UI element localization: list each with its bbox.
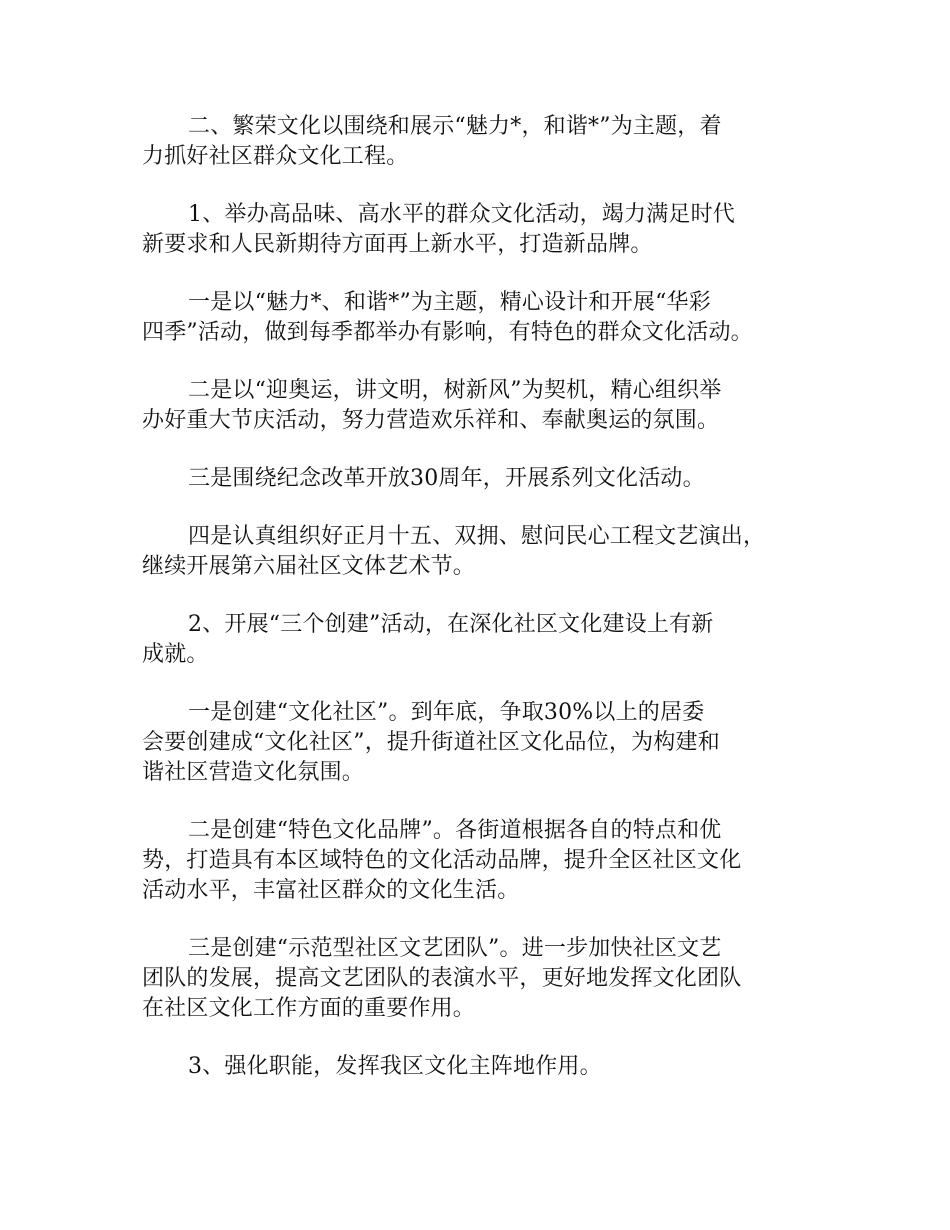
paragraph-line: 二是创建“特色文化品牌”。各街道根据各自的特点和优 (188, 818, 722, 843)
paragraph-line: 力抓好社区群众文化工程。 (142, 144, 409, 169)
paragraph-item-2 (142, 610, 814, 670)
paragraph-section-two-heading (142, 112, 814, 172)
paragraph-line: 四季”活动，做到每季都举办有影响，有特色的群众文化活动。 (142, 320, 753, 345)
paragraph-item-1-second (142, 376, 814, 436)
paragraph-line: 一是创建“文化社区”。到年底，争取30%以上的居委 (188, 700, 705, 725)
paragraph-line: 活动水平，丰富社区群众的文化生活。 (142, 878, 520, 903)
paragraph-line: 一是以“魅力*、和谐*”为主题，精心设计和开展“华彩 (188, 290, 711, 315)
paragraph-line: 四是认真组织好正月十五、双拥、慰问民心工程文艺演出， (188, 524, 766, 549)
paragraph-line: 3、强化职能，发挥我区文化主阵地作用。 (188, 1054, 602, 1079)
paragraph-line: 在社区文化工作方面的重要作用。 (142, 996, 476, 1021)
paragraph-line: 继续开展第六届社区文体艺术节。 (142, 554, 476, 579)
paragraph-item-1 (142, 200, 814, 260)
paragraph-line: 势，打造具有本区域特色的文化活动品牌，提升全区社区文化 (142, 848, 742, 873)
paragraph-line: 办好重大节庆活动，努力营造欢乐祥和、奉献奥运的氛围。 (142, 408, 720, 433)
paragraph-item-2-second (142, 816, 814, 906)
paragraph-item-1-first (142, 288, 814, 348)
paragraph-line: 谐社区营造文化氛围。 (142, 760, 365, 785)
paragraph-line: 1、举办高品味、高水平的群众文化活动，竭力满足时代 (188, 202, 735, 227)
paragraph-line: 会要创建成“文化社区”，提升街道社区文化品位，为构建和 (142, 730, 720, 755)
paragraph-item-3 (142, 1052, 814, 1082)
paragraph-line: 新要求和人民新期待方面再上新水平，打造新品牌。 (142, 232, 653, 257)
paragraph-line: 二是以“迎奥运，讲文明，树新风”为契机，精心组织举 (188, 378, 722, 403)
paragraph-line: 三是围绕纪念改革开放30周年，开展系列文化活动。 (188, 466, 705, 491)
paragraph-item-2-third (142, 934, 814, 1024)
paragraph-line: 团队的发展，提高文艺团队的表演水平，更好地发挥文化团队 (142, 966, 742, 991)
paragraph-line: 二、繁荣文化以围绕和展示“魅力*，和谐*”为主题，着 (188, 114, 722, 139)
paragraph-item-1-fourth (142, 522, 814, 582)
paragraph-item-2-first (142, 698, 814, 788)
paragraph-item-1-third (142, 464, 814, 494)
document-body (142, 112, 814, 1110)
paragraph-line: 三是创建“示范型社区文艺团队”。进一步加快社区文艺 (188, 936, 722, 961)
paragraph-line: 成就。 (142, 642, 209, 667)
paragraph-line: 2、开展“三个创建”活动，在深化社区文化建设上有新 (188, 612, 714, 637)
